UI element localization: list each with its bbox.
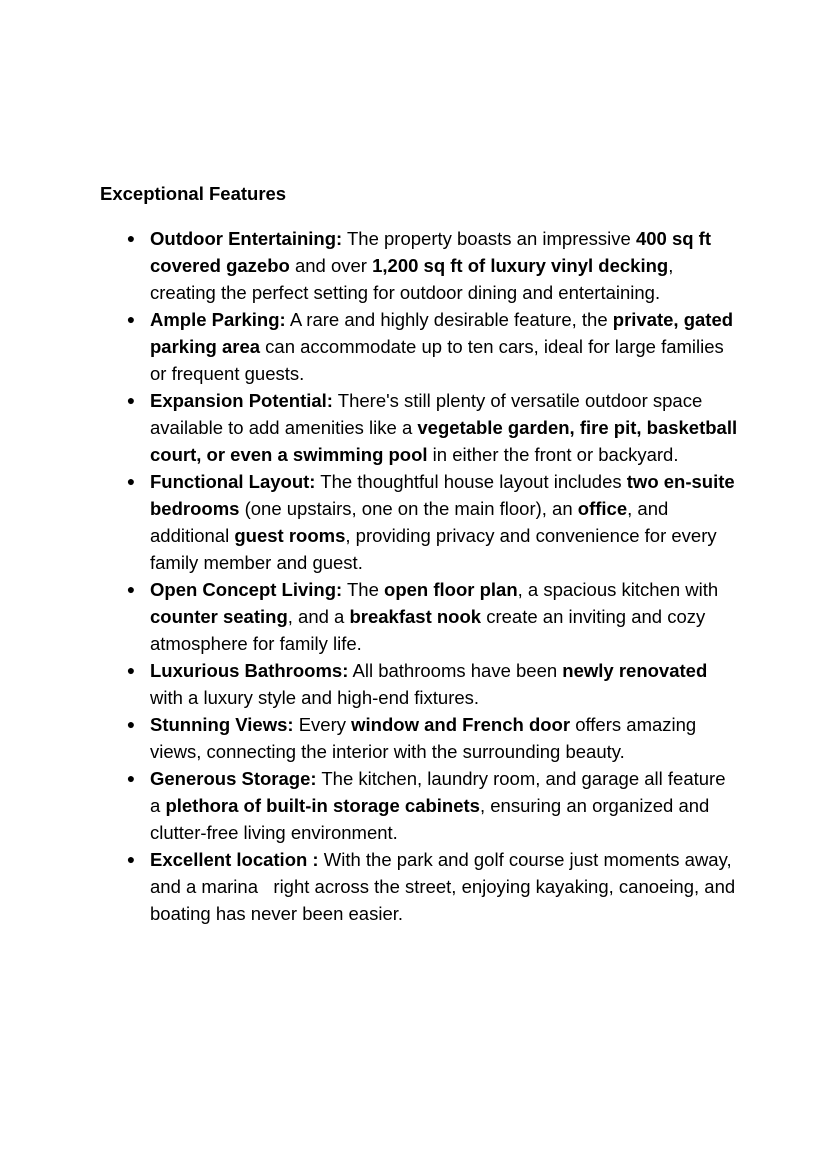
feature-text: All bathrooms have been — [348, 660, 563, 681]
feature-highlight: two en-suite bedrooms — [150, 471, 735, 519]
bullet-icon: ● — [126, 851, 136, 867]
feature-title: Ample Parking: — [150, 309, 286, 330]
feature-text: , a spacious kitchen with — [517, 579, 719, 600]
feature-item — [126, 306, 740, 387]
feature-title: Open Concept Living: — [150, 579, 343, 600]
bullet-icon: ● — [126, 473, 136, 489]
feature-highlight: open floor plan — [384, 579, 518, 600]
feature-highlight: private, gated parking area — [150, 309, 734, 357]
feature-item — [126, 765, 740, 846]
feature-highlight: plethora of built-in storage cabinets — [165, 795, 480, 816]
feature-list — [126, 225, 740, 927]
section-heading: Exceptional Features — [100, 183, 287, 204]
bullet-icon: ● — [126, 716, 136, 732]
feature-text: in either the front or backyard. — [427, 444, 679, 465]
feature-item — [126, 846, 740, 927]
feature-title: Expansion Potential: — [150, 390, 333, 411]
feature-item — [126, 468, 740, 576]
feature-text: create an inviting and cozy atmosphere for family life. — [150, 606, 706, 654]
feature-highlight: 400 sq ft covered gazebo — [150, 228, 711, 276]
feature-highlight: counter seating — [150, 606, 288, 627]
feature-text: with a luxury style and high-end fixtures. — [150, 687, 480, 708]
feature-text: With the park and golf course just moments away, and a marina right across the street, enjoying kayaking, canoeing, and boating has never been easier. — [150, 849, 736, 924]
feature-highlight: breakfast nook — [349, 606, 482, 627]
bullet-icon: ● — [126, 230, 136, 246]
feature-text: Every — [293, 714, 352, 735]
feature-text: , creating the perfect setting for outdoor dining and entertaining. — [150, 255, 674, 303]
feature-item — [126, 576, 740, 657]
feature-item — [126, 387, 740, 468]
feature-text: , and a — [287, 606, 350, 627]
feature-item — [126, 657, 740, 711]
feature-highlight: office — [577, 498, 628, 519]
bullet-icon: ● — [126, 311, 136, 327]
feature-title: Functional Layout: — [150, 471, 316, 492]
feature-title: Luxurious Bathrooms: — [150, 660, 349, 681]
feature-text: offers amazing views, connecting the interior with the surrounding beauty. — [150, 714, 697, 762]
feature-text: (one upstairs, one on the main floor), an — [239, 498, 578, 519]
feature-title: Outdoor Entertaining: — [150, 228, 343, 249]
feature-item — [126, 225, 740, 306]
bullet-icon: ● — [126, 581, 136, 597]
bullet-icon: ● — [126, 770, 136, 786]
feature-text: , and additional — [150, 498, 669, 546]
feature-text: , providing privacy and convenience for every family member and guest. — [150, 525, 717, 573]
feature-text: There's still plenty of versatile outdoor space available to add amenities like a — [150, 390, 703, 438]
feature-text: The thoughtful house layout includes — [315, 471, 627, 492]
bullet-icon: ● — [126, 662, 136, 678]
feature-highlight: newly renovated — [562, 660, 708, 681]
feature-text: and over — [289, 255, 373, 276]
feature-title: Generous Storage: — [150, 768, 317, 789]
feature-item — [126, 711, 740, 765]
feature-highlight: 1,200 sq ft of luxury vinyl decking — [372, 255, 669, 276]
feature-highlight: vegetable garden, fire pit, basketball court, or even a swimming pool — [150, 417, 738, 465]
feature-highlight: window and French door — [351, 714, 571, 735]
feature-title: Stunning Views: — [150, 714, 294, 735]
feature-highlight: guest rooms — [234, 525, 346, 546]
bullet-icon: ● — [126, 392, 136, 408]
feature-title: Excellent location : — [150, 849, 319, 870]
feature-text: The kitchen, laundry room, and garage all feature a — [150, 768, 726, 816]
feature-text: The property boasts an impressive — [342, 228, 636, 249]
feature-text: A rare and highly desirable feature, the — [285, 309, 613, 330]
feature-text: can accommodate up to ten cars, ideal for large families or frequent guests. — [150, 336, 724, 384]
feature-text: , ensuring an organized and clutter-free living environment. — [150, 795, 710, 843]
feature-text: The — [342, 579, 385, 600]
